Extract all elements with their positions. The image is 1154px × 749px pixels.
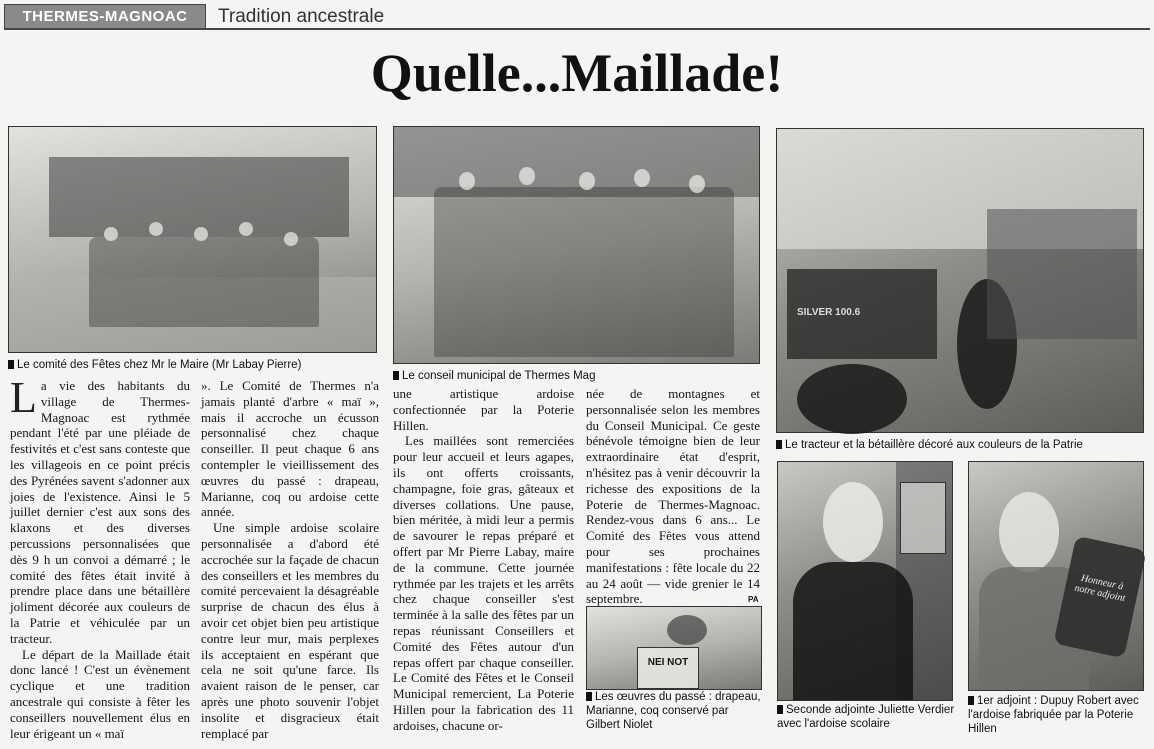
tractor-plate: SILVER 100.6 bbox=[797, 307, 861, 318]
photo-dupuy-robert bbox=[968, 461, 1144, 691]
article-column-2 bbox=[201, 378, 379, 746]
photo-comite-des-fetes bbox=[8, 126, 377, 353]
article-paragraph: née de montagnes et personnalisée selon les membres du Conseil Municipal. Ce geste bénévole témoigne bien de leur extraordinaire état d'esprit, n'hésitez pas à venir découvrir la richesse des expositions de la Poterie de Thermes-Magnoac. Rendez-vous dans 6 ans... Le Comité des Fêtes vous attend pour ses prochaines manifestations : fête locale du 22 au 24 août — vide grenier le 14 septembre. bbox=[586, 386, 760, 607]
photo-caption-oeuvres: Les œuvres du passé : drapeau, Marianne, coq conservé par Gilbert Niolet bbox=[586, 691, 761, 731]
photo-conseil-municipal bbox=[393, 126, 760, 364]
article-column-1 bbox=[10, 373, 190, 746]
author-credit: PA bbox=[748, 595, 759, 604]
article-paragraph: a vie des habitants du village de Thermes-Magnoac est rythmée pendant l'été par une pléiade de festivités et c'est sans conteste que les villageois en ce point précis des Pyrénées savent s'adonner aux joies de l'existence. Ainsi le 5 juillet dernier c'est aux sons des klaxons et des diverses percussions personnalisées que dès 9 h un convoi a démarré ; le comité des fêtes était invité à prendre place dans une bétaillère joliment décorée aux couleurs de la Patrie et véhiculée par un tracteur. bbox=[10, 378, 190, 646]
photo-caption-dupuy: 1er adjoint : Dupuy Robert avec l'ardoise fabriquée par la Poterie Hillen bbox=[968, 695, 1139, 735]
article-paragraph: une artistique ardoise confectionnée par la Poterie Hillen. bbox=[393, 386, 574, 433]
photo-caption-conseil: Le conseil municipal de Thermes Mag bbox=[393, 369, 758, 383]
section-subtitle: Tradition ancestrale bbox=[218, 6, 385, 27]
article-column-4 bbox=[586, 386, 760, 607]
article-column-3 bbox=[393, 386, 574, 746]
photo-caption-comite: Le comité des Fêtes chez Mr le Maire (Mr Labay Pierre) bbox=[8, 358, 375, 372]
photo-tracteur bbox=[776, 128, 1144, 433]
photo-caption-verdier: Seconde adjointe Juliette Verdier avec l'ardoise scolaire bbox=[777, 704, 955, 730]
header-rule bbox=[4, 28, 1150, 30]
article-paragraph: ». Le Comité de Thermes n'a jamais planté d'arbre « maï », mais il accroche un écusson personnalisé chez chaque conseiller. Il peut chaque 6 ans contempler le vieillissement des œuvres du passé : drapeau, Marianne, coq ou ardoise cette année. bbox=[201, 378, 379, 520]
article-paragraph: Une simple ardoise scolaire personnalisée a d'abord été accrochée sur la façade de chacun des conseillers et les membres du comité percevaient la désagréable surprise de chacun des élus à avoir cet objet bien peu artistique contre leur mur, mais perplexes ils acceptaient en espérant que cela ne soit qu'une farce. Ils avaient raison de le penser, car après une photo souvenir l'objet insolite et disgracieux était remplacé par bbox=[201, 520, 379, 741]
dropcap: L bbox=[10, 373, 37, 422]
photo-juliette-verdier bbox=[777, 461, 953, 701]
sign-text: NEI NOT bbox=[647, 657, 689, 668]
slate-text: Honneur à notre adjoint bbox=[1073, 572, 1127, 605]
headline: Quelle...Maillade! bbox=[370, 43, 784, 103]
photo-caption-tracteur: Le tracteur et la bétaillère décoré aux couleurs de la Patrie bbox=[776, 438, 1146, 452]
article-paragraph: Le départ de la Maillade était donc lancé ! C'est un évènement cyclique et une tradition ancestrale qui consiste à fêter les conseillers nouvellement élus en leur érigeant un « maï bbox=[10, 646, 190, 741]
section-kicker: THERMES-MAGNOAC bbox=[4, 4, 206, 30]
photo-oeuvres-du-passe bbox=[586, 606, 762, 690]
article-paragraph: Les maillées sont remerciées pour leur accueil et leurs agapes, ils ont offerts croissants, champagne, foie gras, gâteaux et diverses collations. Une pause, bien méritée, à midi leur a permis de savourer le repas préparé et offert par Mr Pierre Labay, maire de la commune. Cette journée rythmée par les trajets et les arrêts chez chaque conseiller s'est terminée à la salle des fêtes par un repas réunissant Conseillers et Comité des Fêtes autour d'un repas offert par chaque conseiller. Le Comité des Fêtes et le Conseil Municipal remercient, La Poterie Hillen pour la fabrication des 11 ardoises, chacune or- bbox=[393, 433, 574, 733]
